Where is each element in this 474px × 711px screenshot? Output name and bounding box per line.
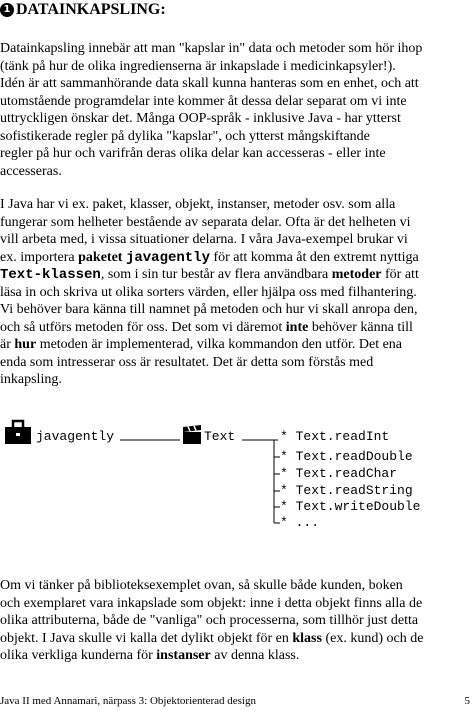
paragraph-line: sofistikerade regler på dylika "kapslar", och ytterst mångskiftande [0,128,370,144]
code-term: javagently [125,249,210,266]
paragraph-line: objekt. I Java skulle vi kalla det dylikt objekt för en klass (ex. kund) och de [0,630,424,646]
paragraph-line: är hur metoden är implementerad, vilka kommandon den utför. Det ena [0,337,403,352]
number-one-bullet-icon: 1 [0,3,14,17]
paragraph-line: läsa in och skriva ut olika sorters värden, eller hjälpa oss med filhantering. [0,284,417,300]
page-footer [0,694,474,708]
paragraph-line: Idén är att sammanhörande data skall kunna hanteras som en enhet, och att [0,76,419,91]
method-item: * Text.readChar [280,466,398,481]
paragraph-line: I Java har vi ex. paket, klasser, objekt, instanser, metoder osv. som alla [0,197,396,212]
bold-term: metoder [331,267,382,282]
footer-text: Java II med Annamari, närpass 3: Objektorienterad design [0,695,256,707]
paragraph-line: Vi behöver bara känna till namnet på metoden och hur vi skall anropa den, [0,302,418,317]
paragraph-line: olika attributerna, både de "vanliga" och processerna, som tillhör just detta [0,613,419,628]
section-title-text: DATAINKAPSLING: [16,1,166,18]
bold-term: instanser [156,648,211,663]
method-item: * Text.readDouble [280,449,413,464]
paragraph-line: olika verkliga kunderna för instanser av denna klass. [0,648,300,663]
paragraph-library-example [0,577,474,665]
class-name: Text [204,429,236,444]
method-item: * ... [280,515,320,530]
code-term: Text-klassen [0,267,101,283]
paragraph-intro [0,40,474,180]
paragraph-line: (tänk på hur de olika ingredienserna är inkapslade i medicinkapsyler!). [0,58,396,74]
paragraph-line: enda som intresserar oss är resultatet. Det är detta som förstås med [0,354,374,370]
paragraph-line: fungerar som helheter bestående av separata delar. Ofta är det helheten vi [0,214,411,230]
section-title [0,0,166,20]
paragraph-java-example [0,196,474,389]
method-item: * Text.writeDouble [280,499,421,514]
method-item: * Text.readString [280,483,413,498]
paragraph-line: och så utförs metoden för oss. Det som vi däremot inte behöver känna till [0,319,413,335]
paragraph-line: Datainkapsling innebär att man "kapslar in" data och metoder som hör ihop [0,41,423,56]
paragraph-line: accesseras. [0,163,62,179]
encapsulation-diagram [0,415,474,535]
paragraph-line: utomstående programdelar inte kommer åt dessa delar separat om vi inte [0,93,407,109]
paragraph-line: inkapsling. [0,372,62,387]
package-to-class-line [118,435,182,445]
package-name: javagently [36,429,115,444]
paragraph-line: vill arbeta med, i vissa situationer delarna. I våra Java-exempel brukar vi [0,232,408,247]
paragraph-line: Text-klassen, som i sin tur består av flera användbara metoder för att [0,267,419,283]
paragraph-line: ex. importera paketet javagently för att komma åt den extremt nyttiga [0,249,419,266]
package-icon [4,419,32,445]
clapperboard-icon [182,425,202,445]
paragraph-line: uttryckligen önskar det. Många OOP-språk - inklusive Java - har ytterst [0,111,401,126]
method-item: * Text.readInt [280,429,390,444]
bold-term: inte [285,319,309,335]
paragraph-line: regler på hur och varifrån deras olika delar kan accesseras - eller inte [0,146,386,161]
bold-term: paketet [78,249,123,265]
page-number: 5 [464,695,470,707]
paragraph-line: och exemplaret vara inkapslade som objekt: inne i detta objekt finns alla de [0,595,423,611]
bold-term: klass [292,630,322,646]
bold-term: hur [14,337,37,352]
paragraph-line: Om vi tänker på biblioteksexemplet ovan, så skulle både kunden, boken [0,578,403,593]
